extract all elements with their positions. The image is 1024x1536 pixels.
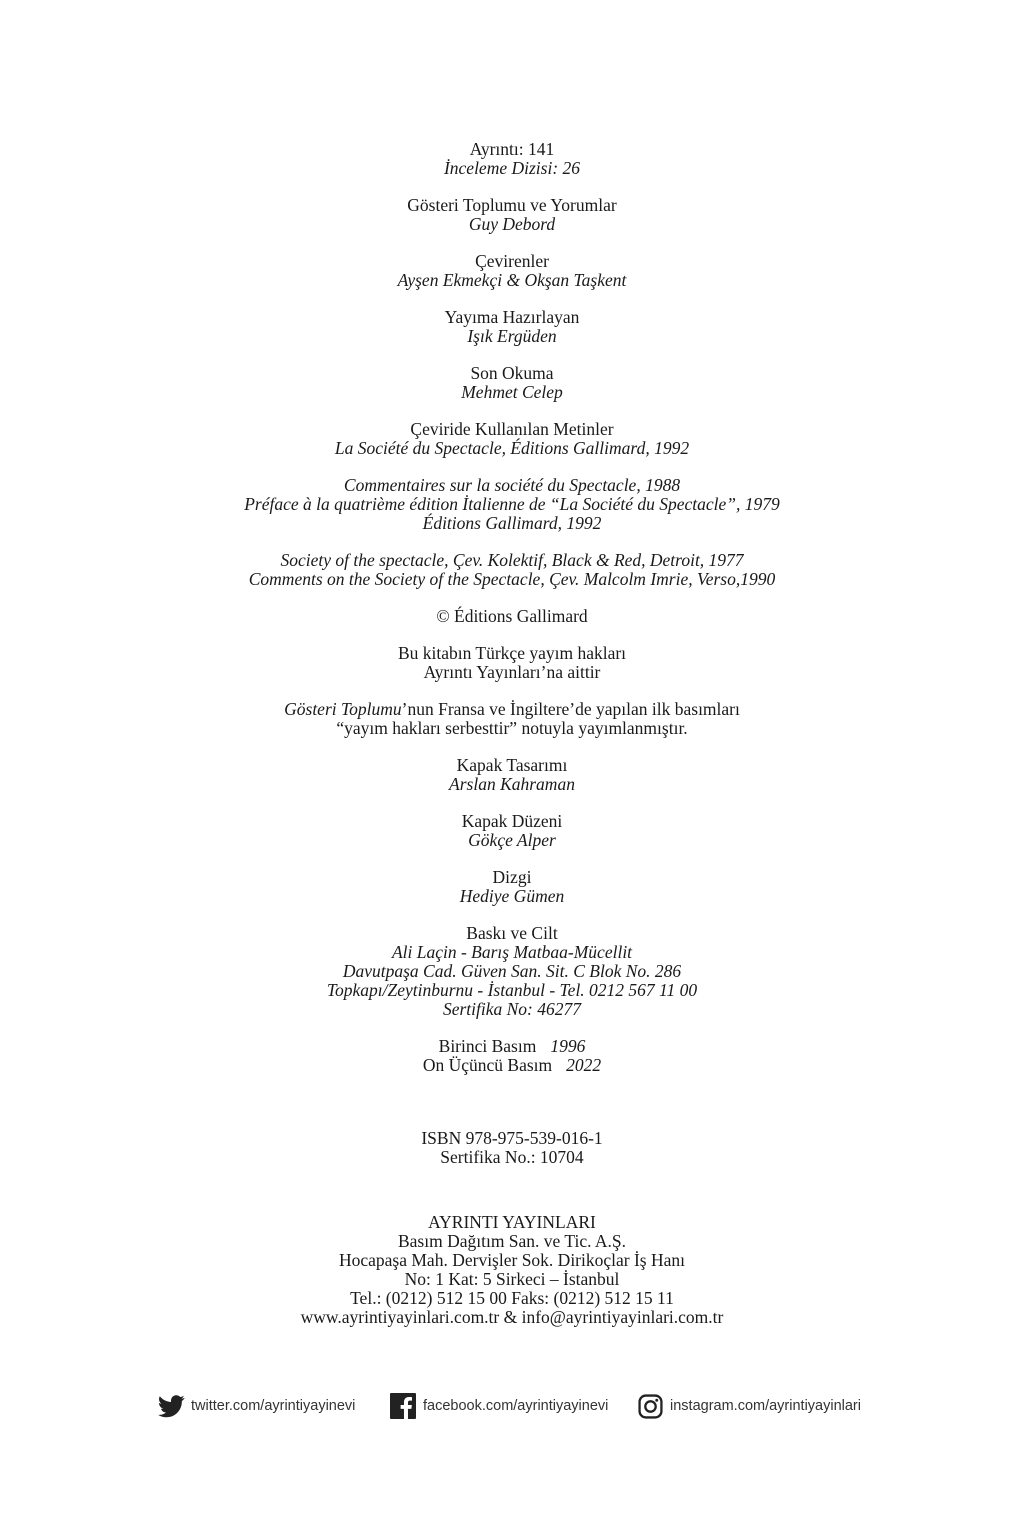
proofreading-block	[0, 364, 1024, 402]
note-line: “yayım hakları serbesttir” notuyla yayımlanmıştır.	[336, 718, 688, 738]
first-edition-label: Birinci Basım	[438, 1036, 537, 1056]
publisher-address: Hocapaşa Mah. Dervişler Sok. Dirikoçlar İş Hanı	[338, 1250, 685, 1270]
facebook-link-text: facebook.com/ayrintiyayinevi	[423, 1398, 609, 1414]
note-block	[0, 700, 1024, 738]
cover-layout-label: Kapak Düzeni	[461, 811, 563, 831]
proofreading-label: Son Okuma	[470, 363, 554, 383]
source-line: Éditions Gallimard, 1992	[422, 513, 602, 533]
printing-block	[0, 924, 1024, 1019]
twitter-link[interactable]	[157, 1392, 355, 1420]
publisher-phone: Tel.: (0212) 512 15 00 Faks: (0212) 512 15 11	[350, 1288, 674, 1308]
editions-block	[0, 1037, 1024, 1075]
book-author: Guy Debord	[468, 214, 556, 234]
copyright-notice: © Éditions Gallimard	[436, 606, 588, 626]
rights-line: Bu kitabın Türkçe yayım hakları	[397, 643, 627, 663]
publisher-block	[0, 1213, 1024, 1327]
translators-label: Çevirenler	[475, 251, 549, 271]
book-title: Gösteri Toplumu ve Yorumlar	[407, 195, 617, 215]
social-links	[0, 1392, 1024, 1432]
source-line: Comments on the Society of the Spectacle, Çev. Malcolm Imrie, Verso,1990	[248, 569, 776, 589]
instagram-link-text: instagram.com/ayrintiyayinlari	[670, 1398, 861, 1414]
certificate-number: Sertifika No.: 10704	[440, 1147, 584, 1167]
copyright-block	[0, 607, 1024, 626]
cover-design-label: Kapak Tasarımı	[456, 755, 568, 775]
cover-design-block	[0, 756, 1024, 794]
cover-layout-block	[0, 812, 1024, 850]
source-line: Préface à la quatrième édition İtalienne de “La Société du Spectacle”, 1979	[244, 494, 780, 514]
facebook-link[interactable]	[389, 1392, 608, 1420]
twitter-bird-icon	[157, 1392, 185, 1420]
series-number: Ayrıntı: 141	[469, 139, 555, 159]
colophon	[0, 140, 1024, 1345]
publisher-web: www.ayrintiyayinlari.com.tr & info@ayrintiyayinlari.com.tr	[300, 1307, 724, 1327]
current-edition	[0, 1056, 1024, 1075]
printing-line: Ali Laçin - Barış Matbaa-Mücellit	[391, 942, 633, 962]
translators-names: Ayşen Ekmekçi & Okşan Taşkent	[397, 270, 627, 290]
publisher-address: No: 1 Kat: 5 Sirkeci – İstanbul	[404, 1269, 620, 1289]
instagram-link[interactable]	[636, 1392, 861, 1420]
typesetting-block	[0, 868, 1024, 906]
source-line: Commentaires sur la société du Spectacle, 1988	[343, 475, 681, 495]
note-book-title: Gösteri Toplumu	[284, 699, 402, 719]
typesetting-name: Hediye Gümen	[459, 886, 565, 906]
twitter-link-text: twitter.com/ayrintiyayinevi	[191, 1398, 356, 1414]
printing-line: Sertifika No: 46277	[442, 999, 582, 1019]
sources-english-block	[0, 551, 1024, 589]
first-edition-year: 1996	[550, 1036, 586, 1056]
source-line: Society of the spectacle, Çev. Kolektif, Black & Red, Detroit, 1977	[280, 550, 744, 570]
sources-label: Çeviride Kullanılan Metinler	[410, 419, 614, 439]
printing-label: Baskı ve Cilt	[466, 923, 558, 943]
book-block	[0, 196, 1024, 234]
series-block	[0, 140, 1024, 178]
typesetting-label: Dizgi	[492, 867, 532, 887]
series-subseries: İnceleme Dizisi: 26	[443, 158, 581, 178]
translators-block	[0, 252, 1024, 290]
facebook-icon	[389, 1392, 417, 1420]
current-edition-label: On Üçüncü Basım	[422, 1055, 553, 1075]
first-edition	[0, 1037, 1024, 1056]
printing-line: Topkapı/Zeytinburnu - İstanbul - Tel. 0212 567 11 00	[326, 980, 698, 1000]
instagram-icon	[636, 1392, 664, 1420]
editor-block	[0, 308, 1024, 346]
publisher-line: Basım Dağıtım San. ve Tic. A.Ş.	[397, 1231, 626, 1251]
proofreading-name: Mehmet Celep	[461, 382, 563, 402]
cover-design-name: Arslan Kahraman	[449, 774, 575, 794]
note-line-rest: ’nun Fransa ve İngiltere’de yapılan ilk basımları	[401, 699, 740, 719]
rights-block	[0, 644, 1024, 682]
printing-line: Davutpaşa Cad. Güven San. Sit. C Blok No. 286	[342, 961, 682, 981]
isbn: ISBN 978-975-539-016-1	[421, 1128, 603, 1148]
sources-block	[0, 420, 1024, 458]
current-edition-year: 2022	[566, 1055, 602, 1075]
cover-layout-name: Gökçe Alper	[468, 830, 556, 850]
source-line: La Société du Spectacle, Éditions Gallimard, 1992	[334, 438, 690, 458]
editor-name: Işık Ergüden	[467, 326, 557, 346]
rights-line: Ayrıntı Yayınları’na aittir	[423, 662, 601, 682]
note-line	[0, 700, 1024, 719]
publisher-name: AYRINTI YAYINLARI	[428, 1212, 596, 1232]
isbn-block	[0, 1129, 1024, 1167]
sources-french-block	[0, 476, 1024, 533]
editor-label: Yayıma Hazırlayan	[444, 307, 580, 327]
